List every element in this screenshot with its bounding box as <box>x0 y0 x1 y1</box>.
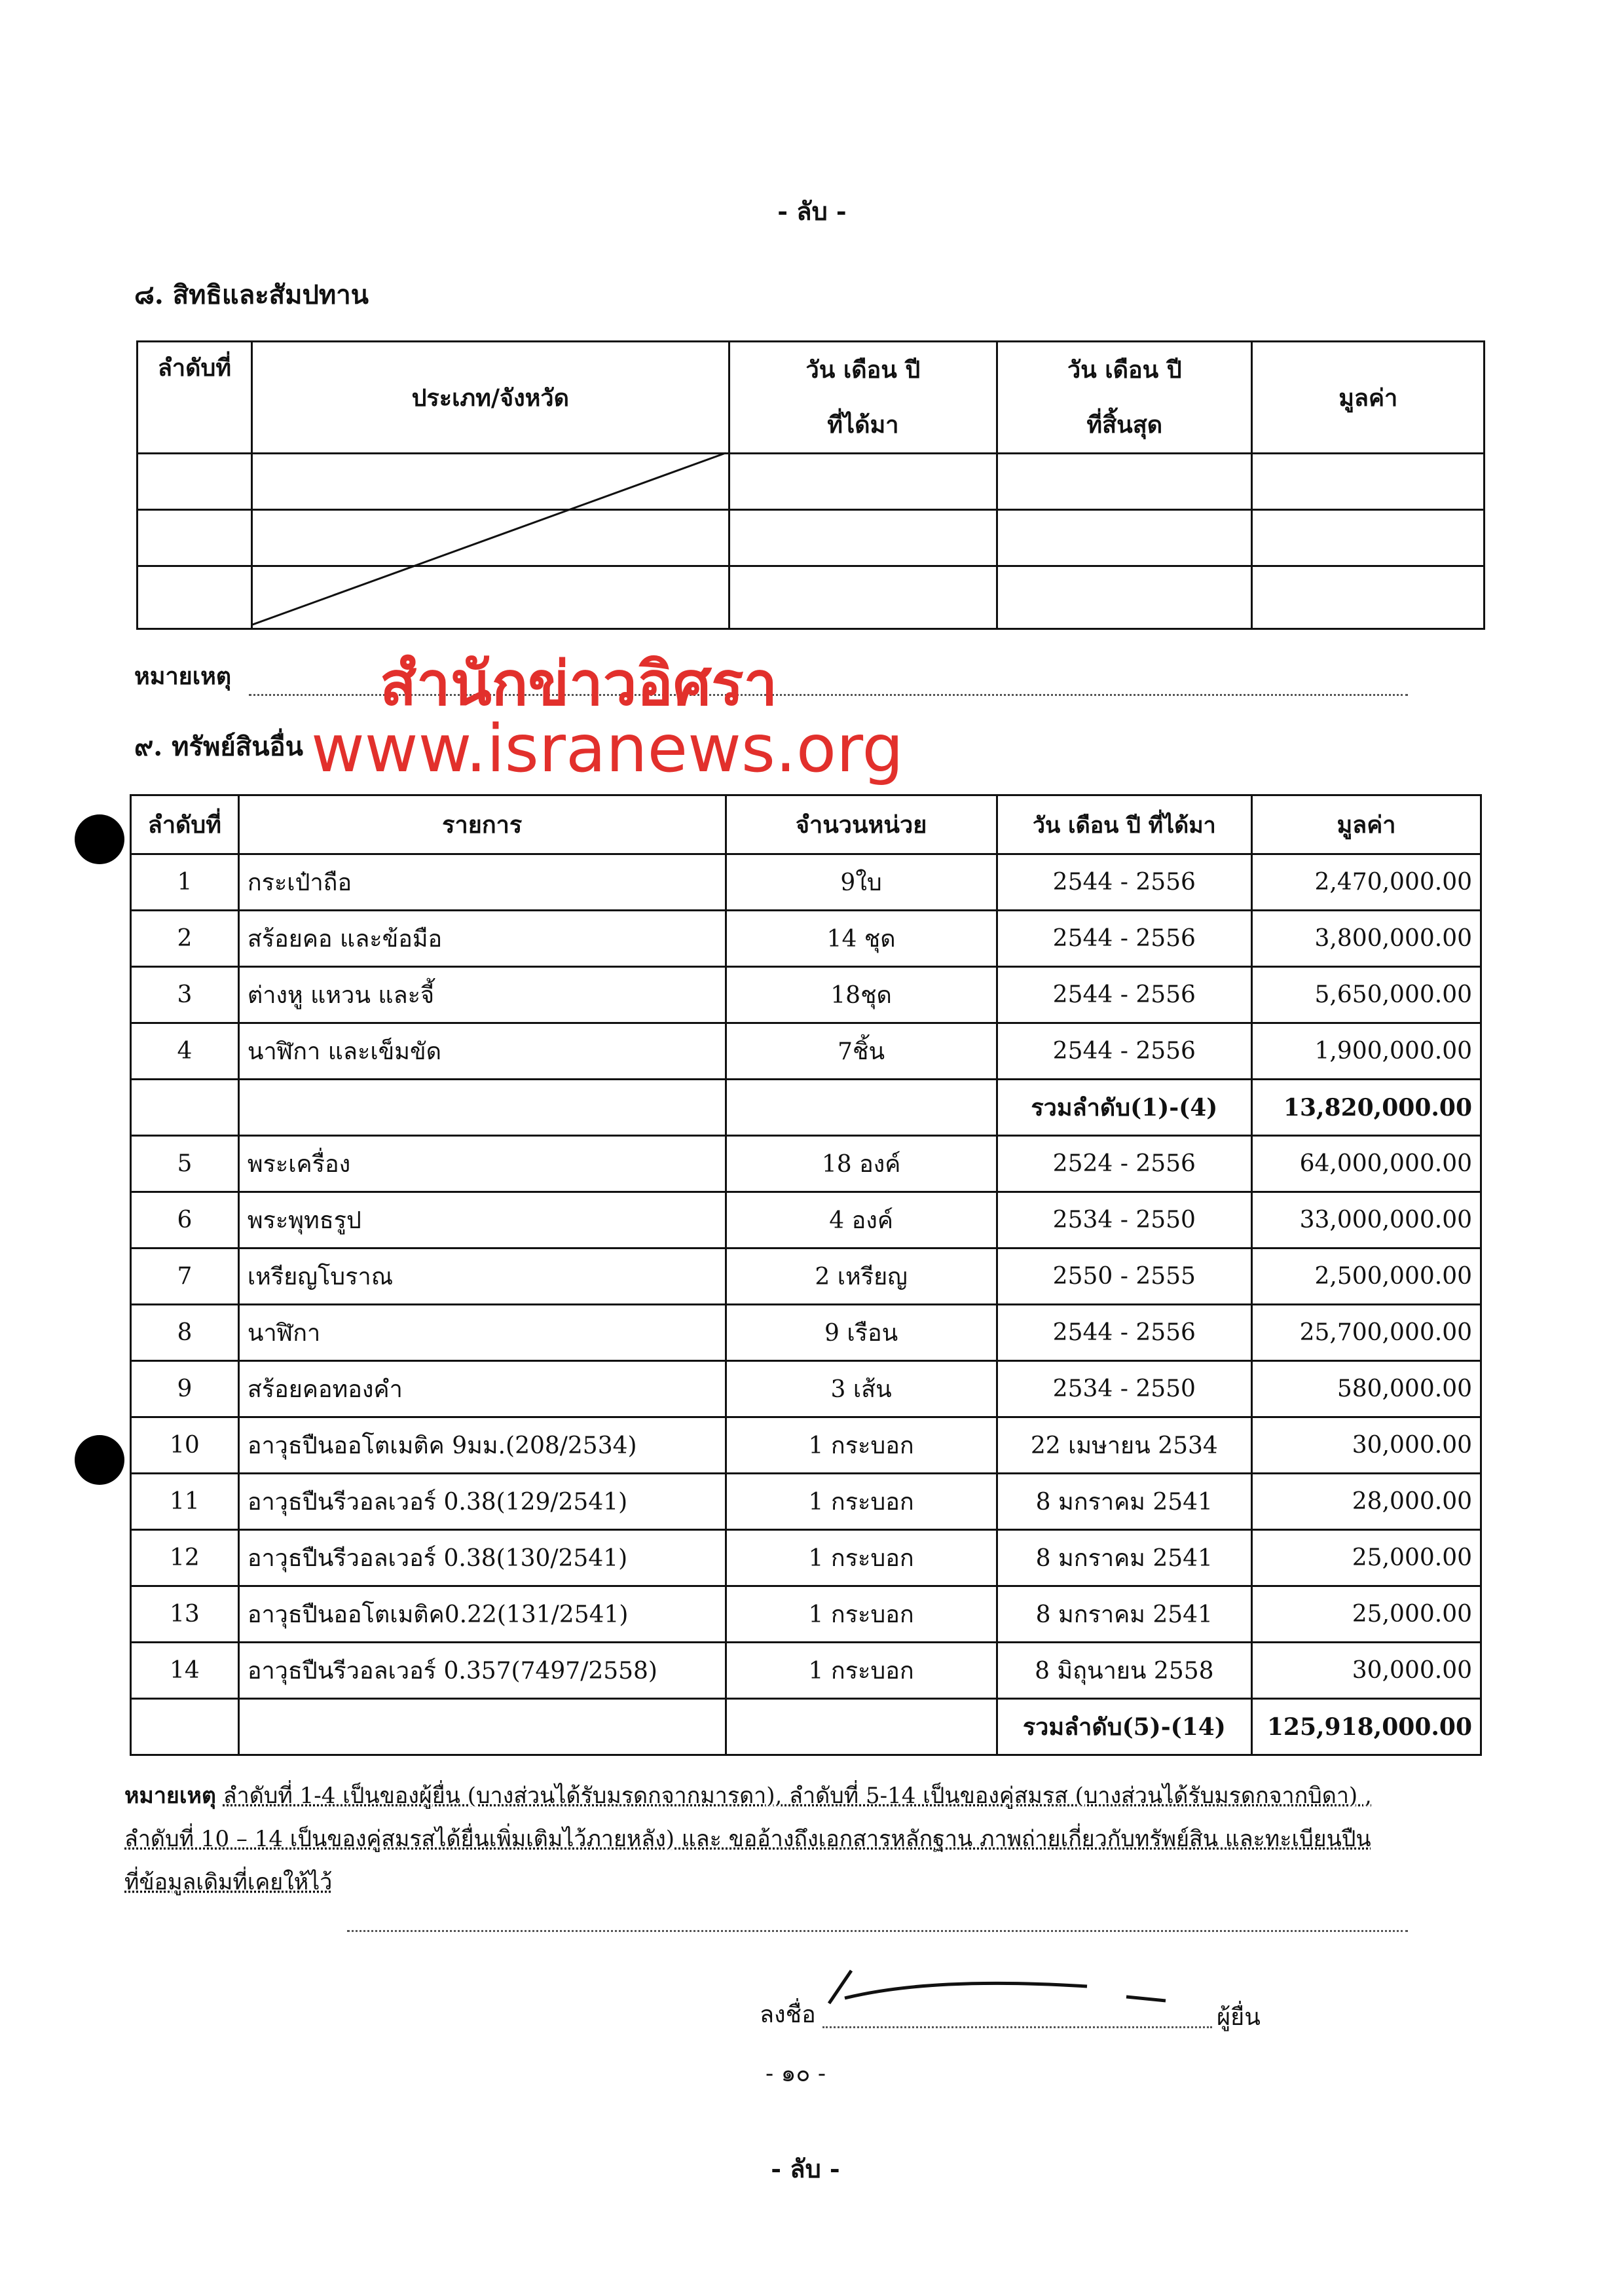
asset-item: พระพุทธรูป <box>238 1192 726 1248</box>
asset-no: 11 <box>131 1474 239 1530</box>
asset-row <box>131 1586 1481 1643</box>
asset-item: กระเป๋าถือ <box>238 854 726 911</box>
asset-no: 8 <box>131 1305 239 1361</box>
asset-item: สร้อยคอทองคำ <box>238 1361 726 1417</box>
asset-row <box>131 1474 1481 1530</box>
watermark-isranews-name: สำนักข่าวอิศรา <box>380 649 778 719</box>
watermark-isranews-url: www.isranews.org <box>311 710 904 787</box>
asset-no: 10 <box>131 1417 239 1474</box>
s9-col-date: วัน เดือน ปี ที่ได้มา <box>997 795 1251 854</box>
asset-item: อาวุธปืนออโตเมติค 9มม.(208/2534) <box>238 1417 726 1474</box>
asset-item: เหรียญโบราณ <box>238 1248 726 1305</box>
subtotal-value: 125,918,000.00 <box>1251 1699 1481 1755</box>
subtotal-empty <box>131 1699 239 1755</box>
signature-line <box>822 2026 1212 2028</box>
asset-no: 13 <box>131 1586 239 1643</box>
s8-col-no: ลำดับที่ <box>138 342 252 454</box>
asset-no: 2 <box>131 911 239 967</box>
asset-row <box>131 1248 1481 1305</box>
asset-value: 30,000.00 <box>1251 1417 1481 1474</box>
remark-label: หมายเหตุ <box>124 1783 216 1809</box>
subtotal-empty <box>238 1080 726 1136</box>
asset-date: 2544 - 2556 <box>997 1023 1251 1080</box>
subtotal-row <box>131 1080 1481 1136</box>
s9-col-units: จำนวนหน่วย <box>726 795 997 854</box>
s8-col-acquired-line2: ที่ได้มา <box>827 411 899 439</box>
asset-value: 64,000,000.00 <box>1251 1136 1481 1192</box>
signature-role: ผู้ยื่น <box>1217 2004 1261 2031</box>
subtotal-label: รวมลำดับ(1)-(4) <box>997 1080 1251 1136</box>
asset-row <box>131 1192 1481 1248</box>
s9-body <box>131 854 1481 1755</box>
s9-col-value: มูลค่า <box>1251 795 1481 854</box>
asset-row <box>131 967 1481 1023</box>
asset-units: 7ชิ้น <box>726 1023 997 1080</box>
asset-date: 2524 - 2556 <box>997 1136 1251 1192</box>
asset-row <box>131 1023 1481 1080</box>
asset-value: 580,000.00 <box>1251 1361 1481 1417</box>
asset-no: 1 <box>131 854 239 911</box>
asset-value: 2,500,000.00 <box>1251 1248 1481 1305</box>
asset-units: 3 เส้น <box>726 1361 997 1417</box>
signature-label: ลงชื่อ <box>760 2001 816 2028</box>
s9-header-row <box>131 795 1481 854</box>
asset-item: อาวุธปืนออโตเมติค0.22(131/2541) <box>238 1586 726 1643</box>
asset-date: 2544 - 2556 <box>997 911 1251 967</box>
asset-value: 3,800,000.00 <box>1251 911 1481 967</box>
asset-item: อาวุธปืนรีวอลเวอร์ 0.38(130/2541) <box>238 1530 726 1586</box>
asset-no: 4 <box>131 1023 239 1080</box>
s8-col-type: ประเภท/จังหวัด <box>251 342 729 454</box>
asset-units: 14 ชุด <box>726 911 997 967</box>
confidential-header: - ลับ - <box>777 196 847 226</box>
punch-hole-top <box>75 814 124 864</box>
page-number: - ๑๐ - <box>765 2060 826 2087</box>
remarks-dots <box>347 1930 1408 1932</box>
asset-item: อาวุธปืนรีวอลเวอร์ 0.38(129/2541) <box>238 1474 726 1530</box>
asset-date: 2544 - 2556 <box>997 1305 1251 1361</box>
asset-date: 8 มกราคม 2541 <box>997 1586 1251 1643</box>
asset-value: 25,000.00 <box>1251 1530 1481 1586</box>
asset-units: 1 กระบอก <box>726 1474 997 1530</box>
asset-value: 2,470,000.00 <box>1251 854 1481 911</box>
asset-units: 4 องค์ <box>726 1192 997 1248</box>
remark-line1 <box>124 1774 1500 1817</box>
remark-line2 <box>124 1817 1500 1861</box>
asset-no: 6 <box>131 1192 239 1248</box>
asset-item: อาวุธปืนรีวอลเวอร์ 0.357(7497/2558) <box>238 1643 726 1699</box>
remarks-block <box>124 1774 1500 1904</box>
asset-value: 5,650,000.00 <box>1251 967 1481 1023</box>
asset-no: 9 <box>131 1361 239 1417</box>
asset-units: 18ชุด <box>726 967 997 1023</box>
asset-item: ต่างหู แหวน และจี้ <box>238 967 726 1023</box>
asset-item: พระเครื่อง <box>238 1136 726 1192</box>
asset-date: 8 มกราคม 2541 <box>997 1474 1251 1530</box>
section9-title: ๙. ทรัพย์สินอื่น <box>134 731 303 762</box>
asset-row <box>131 1136 1481 1192</box>
s9-col-no: ลำดับที่ <box>131 795 239 854</box>
asset-no: 5 <box>131 1136 239 1192</box>
asset-row <box>131 911 1481 967</box>
asset-date: 2550 - 2555 <box>997 1248 1251 1305</box>
asset-date: 8 มิถุนายน 2558 <box>997 1643 1251 1699</box>
asset-no: 14 <box>131 1643 239 1699</box>
asset-value: 30,000.00 <box>1251 1643 1481 1699</box>
asset-units: 9ใบ <box>726 854 997 911</box>
section8-note-label: หมายเหตุ <box>134 663 232 690</box>
asset-units: 18 องค์ <box>726 1136 997 1192</box>
asset-units: 1 กระบอก <box>726 1643 997 1699</box>
s8-col-value: มูลค่า <box>1252 342 1485 454</box>
subtotal-row <box>131 1699 1481 1755</box>
asset-row <box>131 1530 1481 1586</box>
asset-no: 7 <box>131 1248 239 1305</box>
punch-hole-bottom <box>75 1435 124 1485</box>
asset-units: 1 กระบอก <box>726 1586 997 1643</box>
asset-date: 2544 - 2556 <box>997 967 1251 1023</box>
confidential-footer: - ลับ - <box>771 2154 840 2183</box>
asset-no: 3 <box>131 967 239 1023</box>
asset-row <box>131 1361 1481 1417</box>
signature-scribble <box>825 1964 1179 2010</box>
subtotal-empty <box>238 1699 726 1755</box>
s8-col-acquired-line1: วัน เดือน ปี <box>805 356 921 384</box>
subtotal-empty <box>726 1080 997 1136</box>
asset-no: 12 <box>131 1530 239 1586</box>
asset-item: สร้อยคอ และข้อมือ <box>238 911 726 967</box>
asset-date: 2534 - 2550 <box>997 1192 1251 1248</box>
subtotal-empty <box>131 1080 239 1136</box>
s9-col-item: รายการ <box>238 795 726 854</box>
asset-value: 28,000.00 <box>1251 1474 1481 1530</box>
asset-item: นาฬิกา <box>238 1305 726 1361</box>
remark-text1: ลำดับที่ 1-4 เป็นของผู้ยื่น (บางส่วนได้รับมรดกจากมารดา), ลำดับที่ 5-14 เป็นของคู่สมรส (บางส่วนได้รับมรดกจากบิดา) , <box>223 1783 1372 1809</box>
asset-units: 1 กระบอก <box>726 1530 997 1586</box>
asset-date: 2544 - 2556 <box>997 854 1251 911</box>
asset-value: 25,700,000.00 <box>1251 1305 1481 1361</box>
subtotal-value: 13,820,000.00 <box>1251 1080 1481 1136</box>
remark-text3: ที่ข้อมูลเดิมที่เคยให้ไว้ <box>124 1869 333 1895</box>
s8-col-expiry-line1: วัน เดือน ปี <box>1067 356 1182 384</box>
strike-through-line <box>251 452 729 629</box>
asset-units: 2 เหรียญ <box>726 1248 997 1305</box>
asset-row <box>131 854 1481 911</box>
remark-line3 <box>124 1861 1500 1904</box>
asset-date: 2534 - 2550 <box>997 1361 1251 1417</box>
asset-value: 25,000.00 <box>1251 1586 1481 1643</box>
asset-row <box>131 1305 1481 1361</box>
asset-row <box>131 1417 1481 1474</box>
s8-col-expiry-line2: ที่สิ้นสุด <box>1086 411 1163 439</box>
s8-col-expiry <box>997 342 1252 454</box>
remark-text2: ลำดับที่ 10 – 14 เป็นของคู่สมรสได้ยื่นเพิ่มเติมไว้ภายหลัง) และ ขออ้างถึงเอกสารหลักฐาน ภาพถ่ายเกี่ยวกับทรัพย์สิน และทะเบียนปืน <box>124 1826 1371 1852</box>
asset-units: 1 กระบอก <box>726 1417 997 1474</box>
asset-value: 1,900,000.00 <box>1251 1023 1481 1080</box>
s8-col-acquired <box>729 342 997 454</box>
section8-title: ๘. สิทธิและสัมปทาน <box>134 280 369 310</box>
asset-item: นาฬิกา และเข็มขัด <box>238 1023 726 1080</box>
asset-date: 22 เมษายน 2534 <box>997 1417 1251 1474</box>
asset-date: 8 มกราคม 2541 <box>997 1530 1251 1586</box>
subtotal-empty <box>726 1699 997 1755</box>
asset-row <box>131 1643 1481 1699</box>
other-assets-table <box>130 794 1482 1756</box>
asset-value: 33,000,000.00 <box>1251 1192 1481 1248</box>
asset-units: 9 เรือน <box>726 1305 997 1361</box>
subtotal-label: รวมลำดับ(5)-(14) <box>997 1699 1251 1755</box>
